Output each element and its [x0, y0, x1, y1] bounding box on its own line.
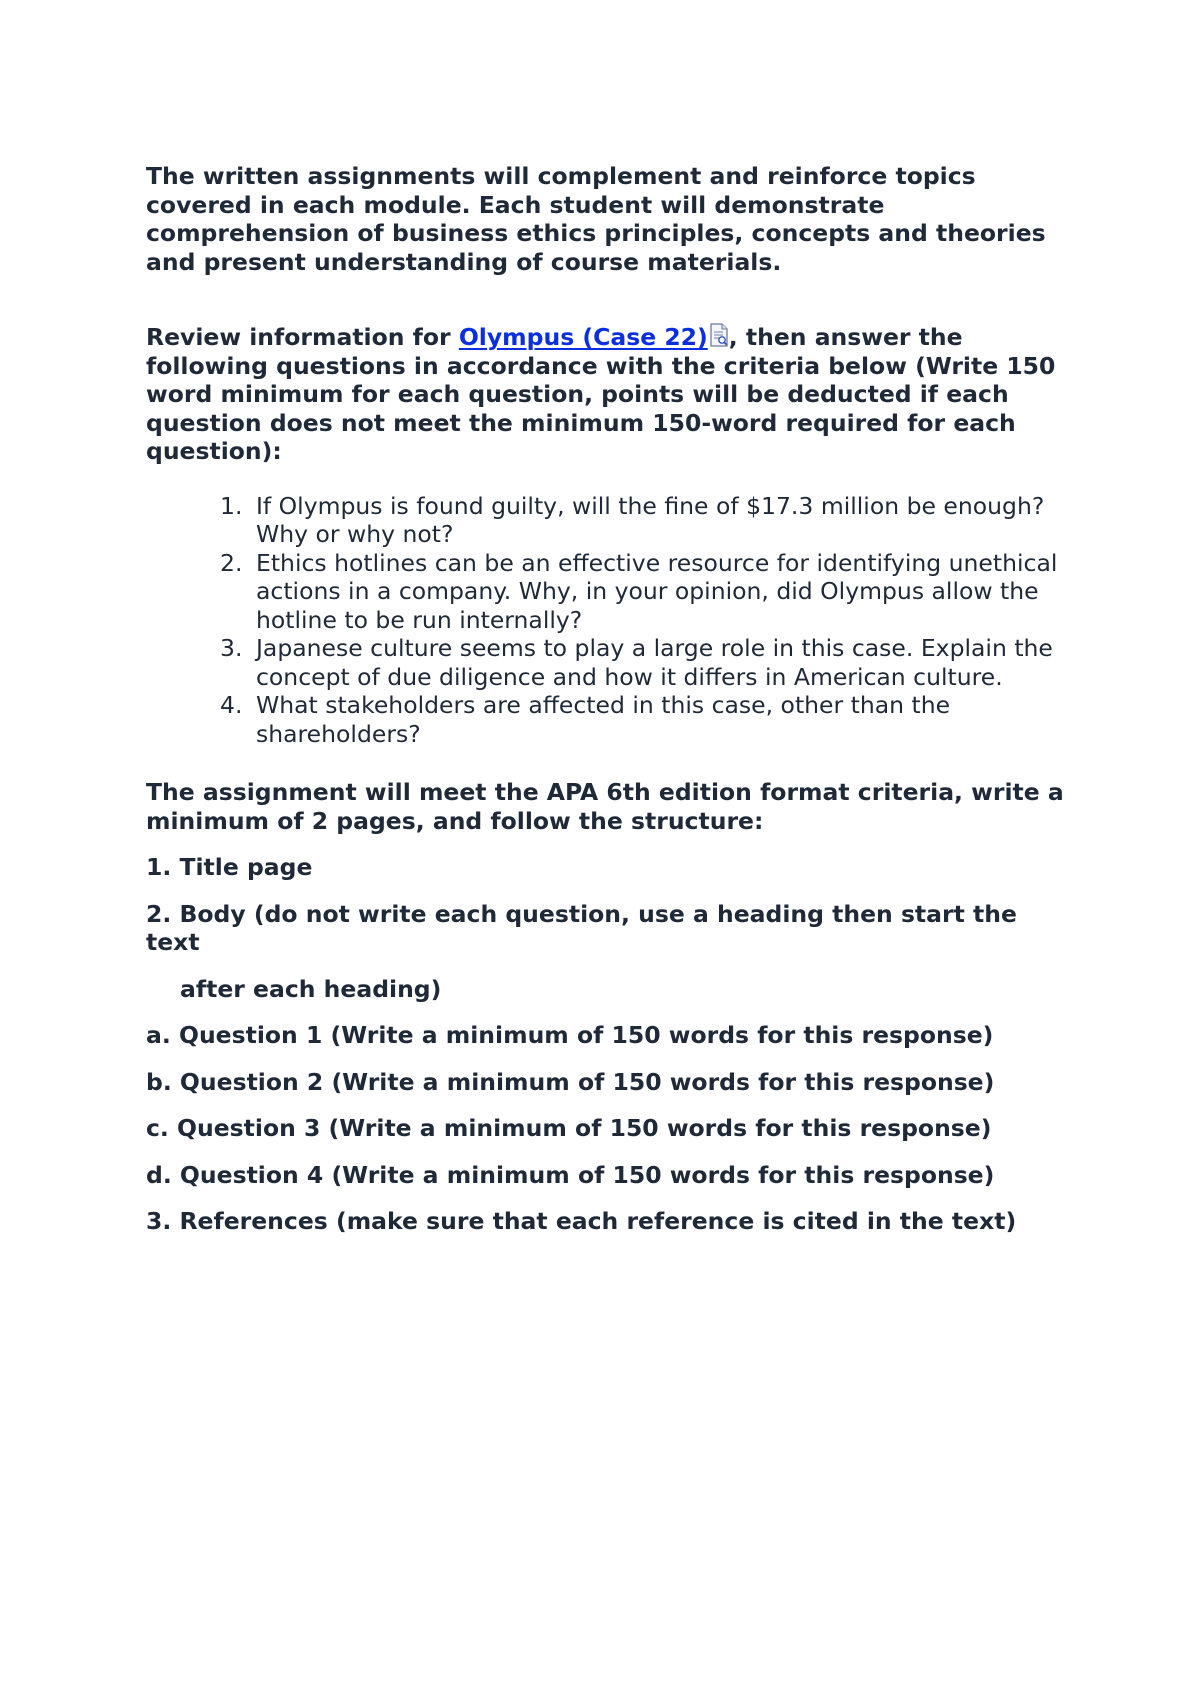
question-item: [220, 634, 1076, 691]
review-suffix: , then answer the following questions in accordance with the criteria below (Write 150 word minimum for each question, points will be deducted if each question does not meet the minimum 150-word required for each question):: [146, 323, 1056, 465]
structure-question-1: a. Question 1 (Write a minimum of 150 words for this response): [146, 1021, 994, 1049]
question-text: Ethics hotlines can be an effective resource for identifying unethical actions in a company. Why, in your opinion, did Olympus allow the hotline to be run internally?: [256, 548, 1058, 634]
structure-question-4: d. Question 4 (Write a minimum of 150 words for this response): [146, 1160, 995, 1189]
format-intro: The assignment will meet the APA 6th edition format criteria, write a minimum of 2 pages, and follow the structure:: [146, 778, 1064, 835]
structure-title-page: 1. Title page: [146, 853, 313, 881]
question-number: 2.: [220, 548, 243, 577]
question-item: [220, 691, 1076, 748]
question-item: [220, 548, 1076, 635]
structure-section: [146, 778, 1076, 1236]
question-text: What stakeholders are affected in this case, other than the shareholders?: [256, 691, 951, 748]
questions-list: [146, 492, 1076, 749]
question-number: 1.: [220, 491, 243, 520]
review-paragraph: [146, 323, 1076, 466]
case-link[interactable]: Olympus (Case 22): [458, 323, 708, 351]
structure-body: 2. Body (do not write each question, use a heading then start the text: [146, 899, 1017, 956]
question-item: [220, 491, 1076, 549]
structure-question-3: c. Question 3 (Write a minimum of 150 words for this response): [146, 1114, 992, 1142]
document-page: [146, 162, 1076, 1254]
question-text: If Olympus is found guilty, will the fine of $17.3 million be enough? Why or why not?: [256, 491, 1045, 548]
question-text: Japanese culture seems to play a large role in this case. Explain the concept of due diligence and how it differs in American culture.: [256, 634, 1053, 691]
structure-references: 3. References (make sure that each reference is cited in the text): [146, 1207, 1017, 1235]
review-prefix: Review information for: [146, 323, 459, 351]
intro-paragraph: The written assignments will complement and reinforce topics covered in each module. Each student will demonstrate comprehension of business ethics principles, concepts and theories and present understanding of course materials.: [146, 162, 1046, 276]
question-number: 3.: [220, 634, 243, 662]
question-number: 4.: [220, 691, 243, 719]
document-icon[interactable]: [709, 323, 729, 347]
structure-body-continued: after each heading): [180, 974, 442, 1003]
structure-question-2: b. Question 2 (Write a minimum of 150 words for this response): [146, 1067, 995, 1096]
